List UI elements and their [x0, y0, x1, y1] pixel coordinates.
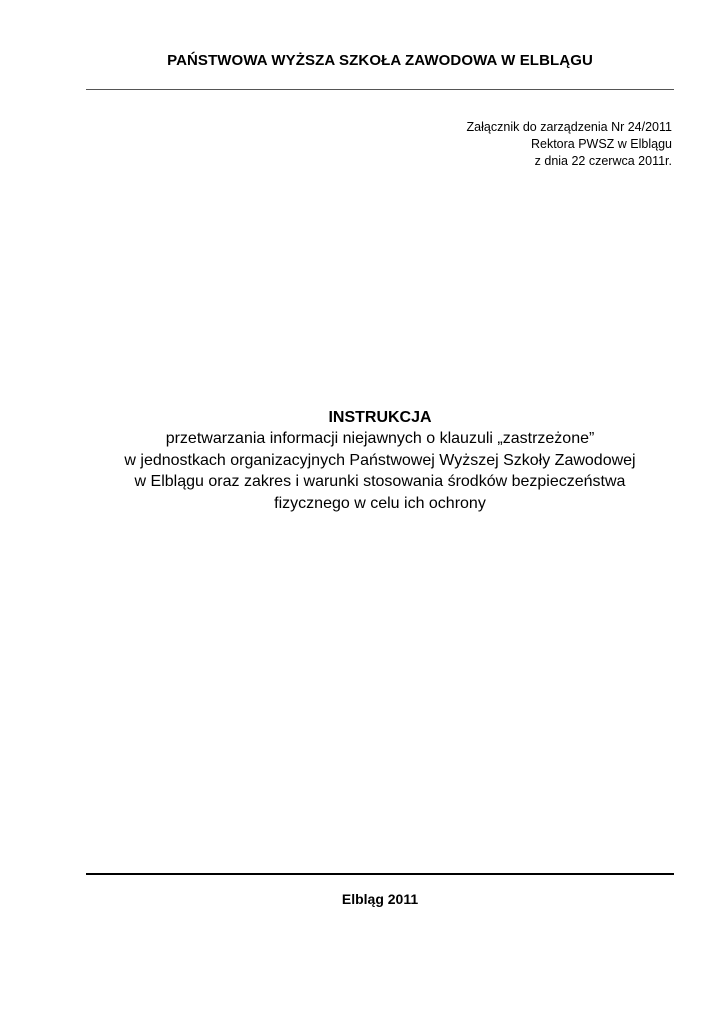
- annex-line: Rektora PWSZ w Elblągu: [530, 137, 672, 151]
- subtitle-line: w Elblągu oraz zakres i warunki stosowania środków bezpieczeństwa: [134, 473, 626, 490]
- document-title: INSTRUKCJA: [328, 409, 432, 426]
- annex-line: z dnia 22 czerwca 2011r.: [534, 154, 672, 168]
- header-divider: [86, 89, 674, 90]
- subtitle-line: fizycznego w celu ich ochrony: [274, 494, 486, 512]
- document-subtitle: [86, 428, 674, 514]
- annex-note: [467, 119, 672, 170]
- title-block: [86, 407, 674, 514]
- footer-divider: [86, 873, 674, 875]
- subtitle-line: w jednostkach organizacyjnych Państwowej Wyższej Szkoły Zawodowej: [124, 451, 636, 469]
- place-and-year: Elbląg 2011: [341, 891, 419, 907]
- subtitle-line: przetwarzania informacji niejawnych o klauzuli „zastrzeżone”: [165, 430, 595, 447]
- institution-name: PAŃSTWOWA WYŻSZA SZKOŁA ZAWODOWA W ELBLĄGU: [167, 52, 593, 69]
- annex-line: Załącznik do zarządzenia Nr 24/2011: [466, 120, 672, 134]
